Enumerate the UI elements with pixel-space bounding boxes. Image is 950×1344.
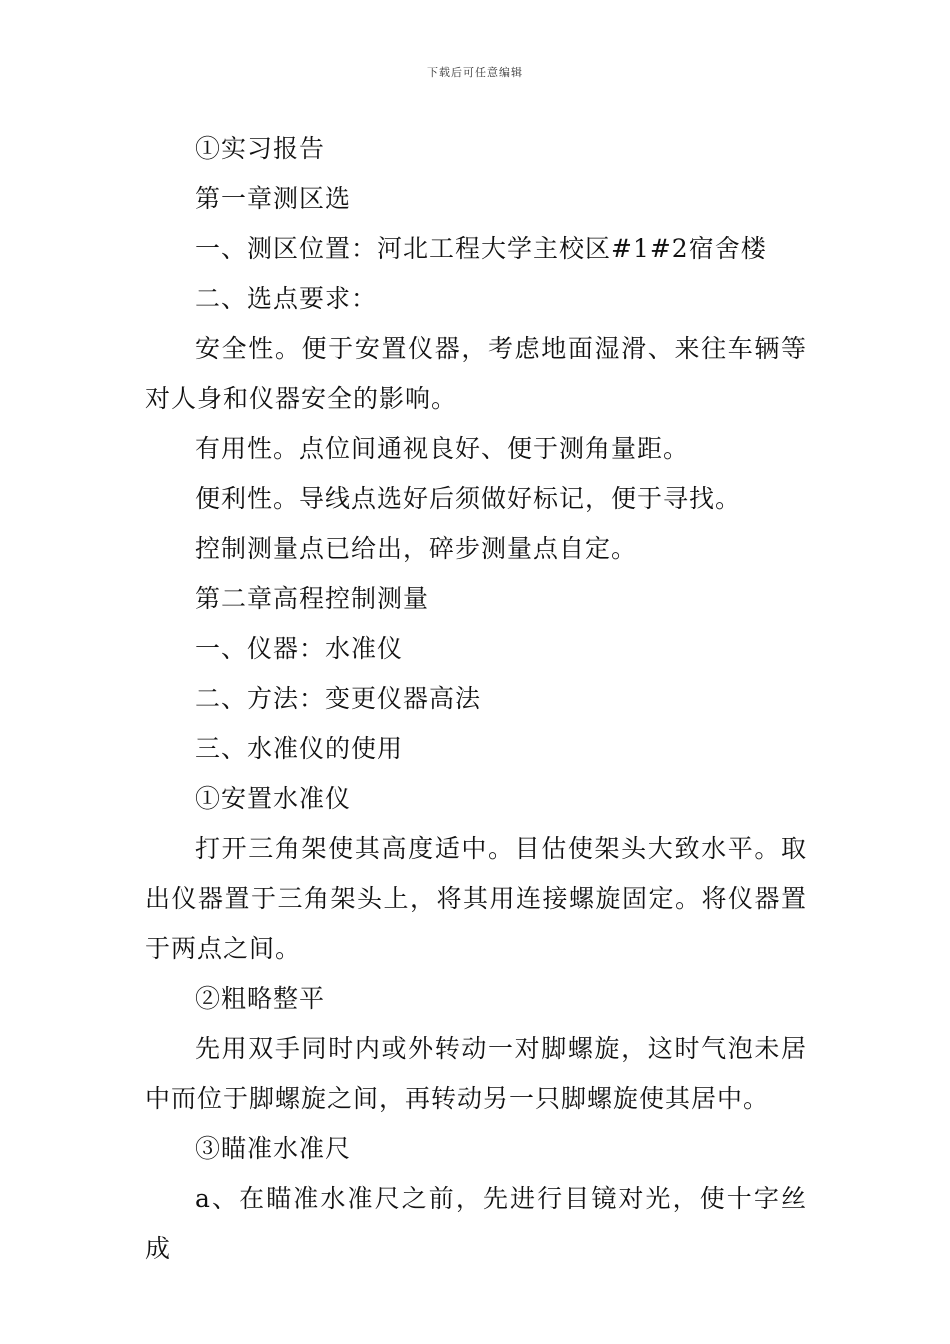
paragraph: ①实习报告 — [195, 134, 326, 163]
paragraph: 打开三角架使其高度适中。目估使架头大致水平。取出仪器置于三角架头上，将其用连接螺旋固定。将仪器置于两点之间。 — [145, 834, 807, 963]
paragraph: 二、方法：变更仪器高法 — [195, 684, 482, 713]
paragraph: 第一章测区选 — [195, 184, 352, 213]
document-body — [145, 124, 807, 1274]
paragraph: 有用性。点位间通视良好、便于测角量距。 — [195, 434, 690, 463]
paragraph: 先用双手同时内或外转动一对脚螺旋，这时气泡未居中而位于脚螺旋之间，再转动另一只脚螺旋使其居中。 — [145, 1034, 807, 1113]
paragraph: 三、水准仪的使用 — [195, 734, 404, 763]
paragraph: 一、仪器：水准仪 — [195, 634, 404, 663]
paragraph: 一、测区位置：河北工程大学主校区#1#2宿舍楼 — [195, 234, 767, 263]
paragraph: ①安置水准仪 — [195, 784, 352, 813]
paragraph: ③瞄准水准尺 — [195, 1134, 352, 1163]
paragraph: a、在瞄准水准尺之前，先进行目镜对光，使十字丝成 — [145, 1184, 807, 1263]
paragraph: 二、选点要求： — [195, 284, 378, 313]
paragraph: ②粗略整平 — [195, 984, 326, 1013]
paragraph: 第二章高程控制测量 — [195, 584, 430, 613]
paragraph: 便利性。导线点选好后须做好标记，便于寻找。 — [195, 484, 742, 513]
page-header: 下载后可任意编辑 — [427, 66, 523, 79]
paragraph: 安全性。便于安置仪器，考虑地面湿滑、来往车辆等对人身和仪器安全的影响。 — [145, 334, 807, 413]
paragraph: 控制测量点已给出，碎步测量点自定。 — [195, 534, 638, 563]
